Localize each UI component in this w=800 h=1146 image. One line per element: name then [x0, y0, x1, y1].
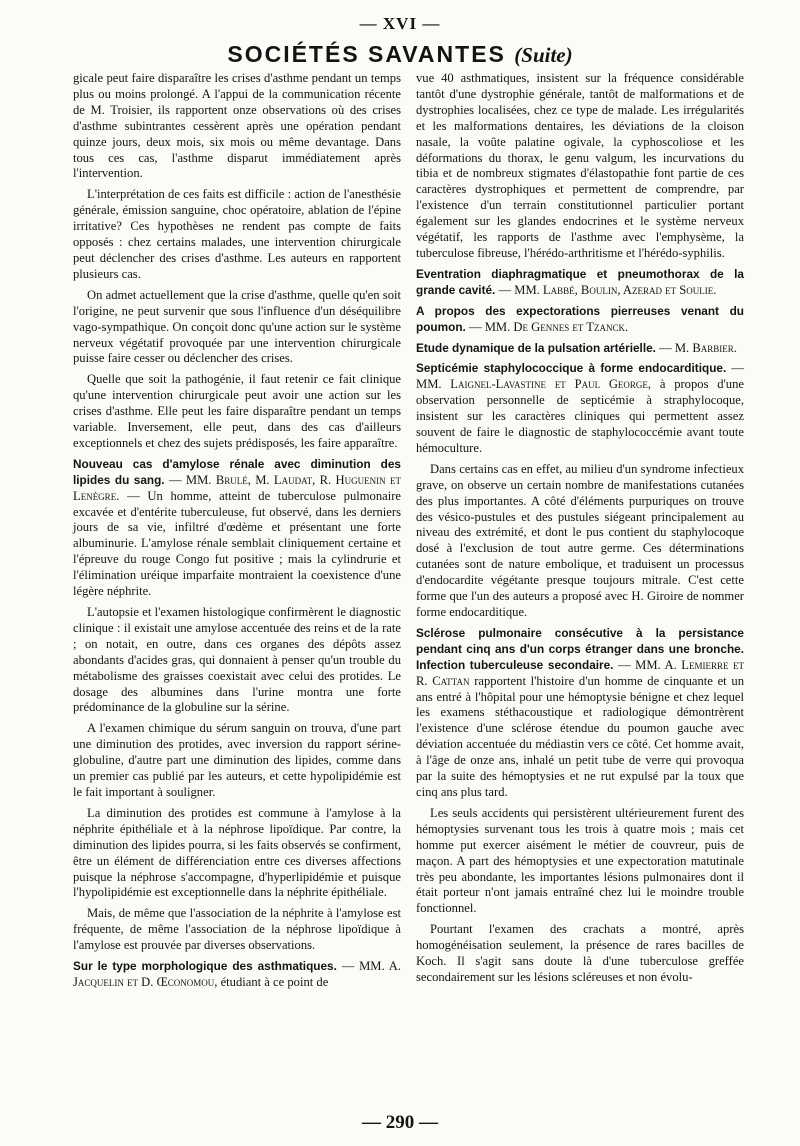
paragraph: La diminution des protides est commune à l'amylose à la néphrite épithéliale et à la néphrose lipoïdique. Par contre, la diminution des lipides pourra, si les faits observés se confirment, être un élément de différenciation entre ces diverses affections puisque la néphrose s'accompagne, d'hyperlipidémie et puisque l'hypolipidémie est exceptionnelle dans la néphrite épithéliale. [73, 805, 401, 900]
entry-authors: — MM. Laignel-Lavastine et Paul George, [416, 361, 744, 392]
entry-amylose [73, 457, 401, 600]
paragraph: On admet actuellement que la crise d'asthme, quelle qu'en soit l'origine, ne peut survenir que sous l'influence d'un déséquilibre vago-sympathique. On conçoit donc qu'une action sur le système nerveux végétatif provoquée par une intervention chirurgicale puisse faire cesser ou déclencher des crises. [73, 287, 401, 366]
entry-title: Septicémie staphylococcique à forme endocarditique. [416, 361, 727, 376]
entry-authors: — M. Barbier. [659, 340, 737, 355]
entry-authors: — MM. Brulé, M. Laudat, R. Huguenin et Lenègre. [73, 472, 401, 503]
entry-asthmatiques [73, 959, 401, 991]
entry-title: Etude dynamique de la pulsation artérielle. [416, 340, 656, 355]
paragraph: Dans certains cas en effet, au milieu d'un syndrome infectieux grave, on observe un certain nombre de manifestations cutanées des plus importantes. A côté d'éléments purpuriques on trouve des vésico-pustules et des pustules siégeant principalement au niveau des extrémité, et dont le pus contient du staphylocoque dosé à l'exclusion de tout autre germe. Ces déterminations cutanées sont de nature embolique, et traduisent un processus d'endocardite végétante presque toujours mitrale. C'est cette forme que l'un des auteurs a proposé avec H. Giroire de nommer forme endocarditique. [416, 461, 744, 619]
entry-authors: — MM. De Gennes et Tzanck. [468, 319, 629, 334]
entry-text: rapportent l'histoire d'un homme de cinquante et un ans entré à l'hôpital pour une hémoptysie bénigne et chez lequel les examens stéthacoustique et radiologique démontrèrent l'existence d'une sclérose étendue du poumon gauche avec déviation accentuée du médiastin vers ce côté. Cet homme avait, à l'âge de onze ans, inhalé un petit tube de verre qui provoqua par la suite des hémoptysies et ne rut expulsé par la toux que cinq ans plus tard. [416, 673, 745, 799]
entry-authors: — MM. A. Jacquelin et D. Œconomou, [73, 959, 402, 989]
entry-authors: — MM. A. Lemierre et R. Cattan [416, 657, 744, 688]
paragraph: Pourtant l'examen des crachats a montré, après homogénéisation seulement, la présence de rares bacilles de Koch. Il s'agit sans doute là d'une tuberculose greffée secondairement sur les lésions scléreuses et non évolu- [416, 922, 744, 984]
entry-title: Eventration diaphragmatique et pneumothorax de la grande cavité. [416, 266, 744, 297]
entry-septicemie [416, 361, 744, 456]
entry-title: A propos des expectorations pierreuses venant du poumon. [416, 303, 744, 334]
running-title [0, 41, 800, 68]
paragraph: L'autopsie et l'examen histologique confirmèrent le diagnostic clinique : il existait une amylose accentuée des reins et de la rate ; on notait, en outre, dans ces organes des dépôts assez abondants d'acides gras, qui donnaient à penser qu'un trouble du métabolisme des graisses coexistait avec celui des protides. Le dosage des albumines dans l'urine montra une forte prédominance de la globuline sur la sérine. [73, 605, 401, 715]
paragraph: Les seuls accidents qui persistèrent ultérieurement furent des hémoptysies survenant tous les trois à quatre mois ; mais cet homme put exercer aisément le métier de couvreur, puis de maçon. A part des hémoptysies et une expectoration matutinale très peu abondante, les importantes lésions pulmonaires dont il était porteur n'ont jamais entraîné chez lui le moindre trouble fonctionnel. [416, 805, 744, 916]
folio-roman: — XVI — [359, 14, 441, 33]
entry-title: Nouveau cas d'amylose rénale avec diminution des lipides du sang. [73, 456, 401, 487]
entry-authors: — MM. Labbé, Boulin, Azerad et Soulie. [498, 282, 717, 297]
entry-sclerose [416, 626, 744, 801]
entry-title: Sur le type morphologique des asthmatiques. [73, 959, 337, 974]
page-number: — 290 — [362, 1112, 438, 1133]
paragraph: Mais, de même que l'association de la néphrite à l'amylose est fréquente, de même l'association de la néphrose lipoïdique à l'amylose est prouvée par diverses observations. [73, 906, 401, 953]
right-column [416, 71, 744, 991]
entry-pulsation [416, 341, 744, 357]
paragraph: gicale peut faire disparaître les crises d'asthme pendant un temps plus ou moins prolongé. A l'appui de la communication récente de M. Troisier, ils rapportent onze observations où des crises d'asthme subintrantes cessèrent après une opération pendant quinze jours, deux mois, six mois ou même devantage. Dans tous ces cas, l'asthme disparut immédiatement après l'intervention. [73, 71, 401, 181]
paragraph: vue 40 asthmatiques, insistent sur la fréquence considérable tantôt d'une dystrophie générale, tantôt de malformations et de dystrophies localisées, chez ce type de malade. Les irrégularités et les malformations dentaires, les déviations de la cloison nasale, la voûte palatine ogivale, la cyphoscoliose et les déformations du thorax, le genu valgum, les incurvations du tibia et de nombreux stigmates d'élastopathie font partie de ces caractères dystrophiques et permettent de comprendre, par l'existence d'un terrain constitutionnel particulier portant également sur les glandes endocrines et le système nerveux végétatif, les rapports de l'asthme avec l'emphysème, la tuberculose fibreuse, l'hérédo-arthritisme et l'hérédo-syphilis. [416, 71, 744, 260]
entry-eventration [416, 267, 744, 299]
entry-text: — Un homme, atteint de tuberculose pulmonaire excavée et d'entérite tuberculeuse, fut observé, dans les derniers jours de sa vie, infiltré d'œdème et présentant une forte albuminurie. L'amylose rénale semblait cliniquement certaine et l'épreuve du rouge Congo fut positive ; mais la cylindrurie et l'élimination uréique imparfaite montraient la coexistence d'une légère néphrite. [73, 488, 401, 599]
entry-expectorations [416, 304, 744, 336]
entry-title: Sclérose pulmonaire consécutive à la persistance pendant cinq ans d'un corps étranger dans une bronche. Infection tuberculeuse secondaire. [416, 625, 744, 672]
paragraph: Quelle que soit la pathogénie, il faut retenir ce fait clinique qu'une intervention chirurgicale peut avoir une action sur les crises d'asthme. Elle peut les faire disparaître pendant un temps variable. Inversement, elle peut, dans des cas d'ailleurs exceptionnels et chez des sujets prédisposés, les faire apparaître. [73, 372, 401, 450]
left-column [73, 71, 401, 996]
section-title: SOCIÉTÉS SAVANTES [227, 41, 506, 67]
entry-text: à propos d'une observation personnelle de septicémie à straphylocoque, insistent sur les caractères cliniques qui permettent assez souvent de faire le diagnostic de staphylococcémie avant toute hémoculture. [416, 377, 744, 455]
section-title-suffix: (Suite) [514, 43, 573, 67]
entry-text: étudiant à ce point de [220, 974, 329, 989]
paragraph: A l'examen chimique du sérum sanguin on trouva, d'une part une diminution des protides, avec inversion du rapport sérine-globuline, d'autre part une diminution des lipides, comme dans un premier cas publié par les auteurs, et cette hypolipidémie est le fait important à souligner. [73, 721, 401, 799]
paragraph: L'interprétation de ces faits est difficile : action de l'anesthésie générale, émission sanguine, choc opératoire, ablation de l'épine irritative? Ces hypothèses ne rendent pas compte de faits opposés : chez certains malades, une intervention chirurgicale peut déclencher des crises d'asthme. Les auteurs en rapportent plusieurs cas. [73, 187, 401, 281]
